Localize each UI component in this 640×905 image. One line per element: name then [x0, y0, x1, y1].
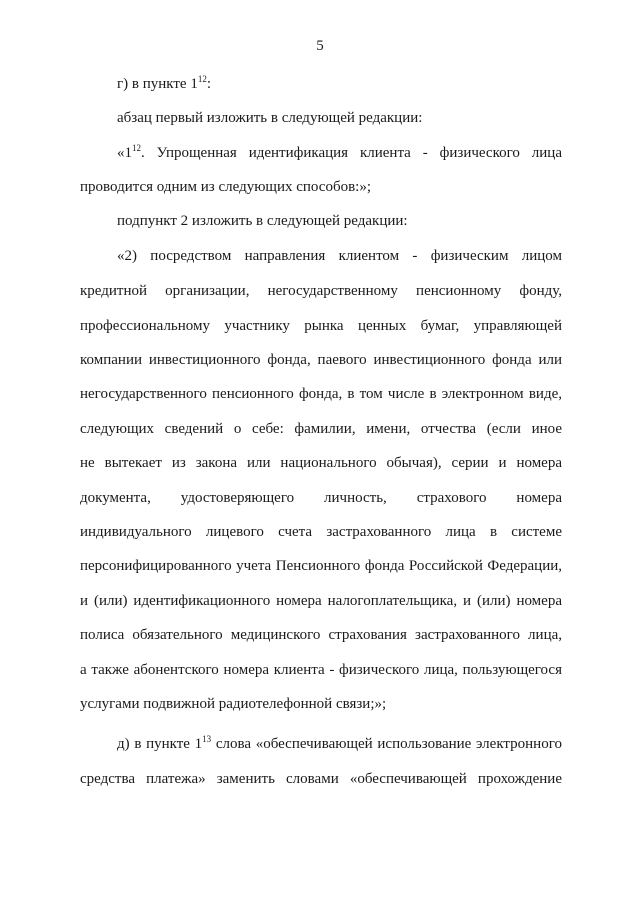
quote-open: «1 — [117, 145, 132, 161]
item-d-line-1 — [117, 734, 562, 754]
subpoint-2-line: профессиональному участнику рынка ценных бумаг, управляющей — [80, 318, 562, 334]
item-d-label: д) в пункте 1 — [117, 736, 203, 752]
quote-line-2: проводится одним из следующих способов:»; — [80, 179, 372, 195]
subpoint-2-line: индивидуального лицевого счета застрахованного лица в системе — [80, 524, 562, 540]
subpoint-2-line: полиса обязательного медицинского страхования застрахованного лица, — [80, 627, 562, 643]
item-d-line-1-text: слова «обеспечивающей использование электронного — [211, 736, 562, 752]
subpoint-2-line: документа, удостоверяющего личность, страхового номера — [80, 490, 562, 506]
subpoint-2-line: следующих сведений о себе: фамилии, имени, отчества (если иное — [80, 421, 562, 437]
subpoint-2-line: кредитной организации, негосударственному пенсионному фонду, — [80, 283, 562, 299]
quote-line-1 — [117, 143, 562, 163]
subpoint-instruction: подпункт 2 изложить в следующей редакции: — [117, 213, 408, 229]
subpoint-2-line: и (или) идентификационного номера налогоплательщика, и (или) номера — [80, 593, 562, 609]
subpoint-2-line: услугами подвижной радиотелефонной связи;»; — [80, 696, 387, 712]
item-d-label-superscript: 13 — [202, 734, 212, 744]
subpoint-2-line: негосударственного пенсионного фонда, в том числе в электронном виде, — [80, 386, 562, 402]
item-g-heading — [117, 74, 562, 94]
item-g-label-colon: : — [206, 76, 212, 92]
subpoint-2-line: а также абонентского номера клиента - физического лица, пользующегося — [80, 662, 562, 678]
item-g-label-superscript: 12 — [197, 74, 207, 84]
item-g-label: г) в пункте 1 — [117, 76, 198, 92]
item-d-line-2: средства платежа» заменить словами «обеспечивающей прохождение — [80, 771, 562, 787]
quote-line-1-text: . Упрощенная идентификация клиента - физического лица — [141, 145, 562, 161]
subpoint-2-line: «2) посредством направления клиентом - физическим лицом — [117, 248, 562, 264]
quote-superscript: 12 — [132, 143, 141, 153]
subpoint-2-line: не вытекает из закона или национального обычая), серии и номера — [80, 455, 562, 471]
subpoint-2-line: персонифицированного учета Пенсионного фонда Российской Федерации, — [80, 558, 562, 574]
page-number: 5 — [316, 38, 324, 54]
item-g-instruction: абзац первый изложить в следующей редакции: — [117, 110, 423, 126]
subpoint-2-line: компании инвестиционного фонда, паевого инвестиционного фонда или — [80, 352, 562, 368]
